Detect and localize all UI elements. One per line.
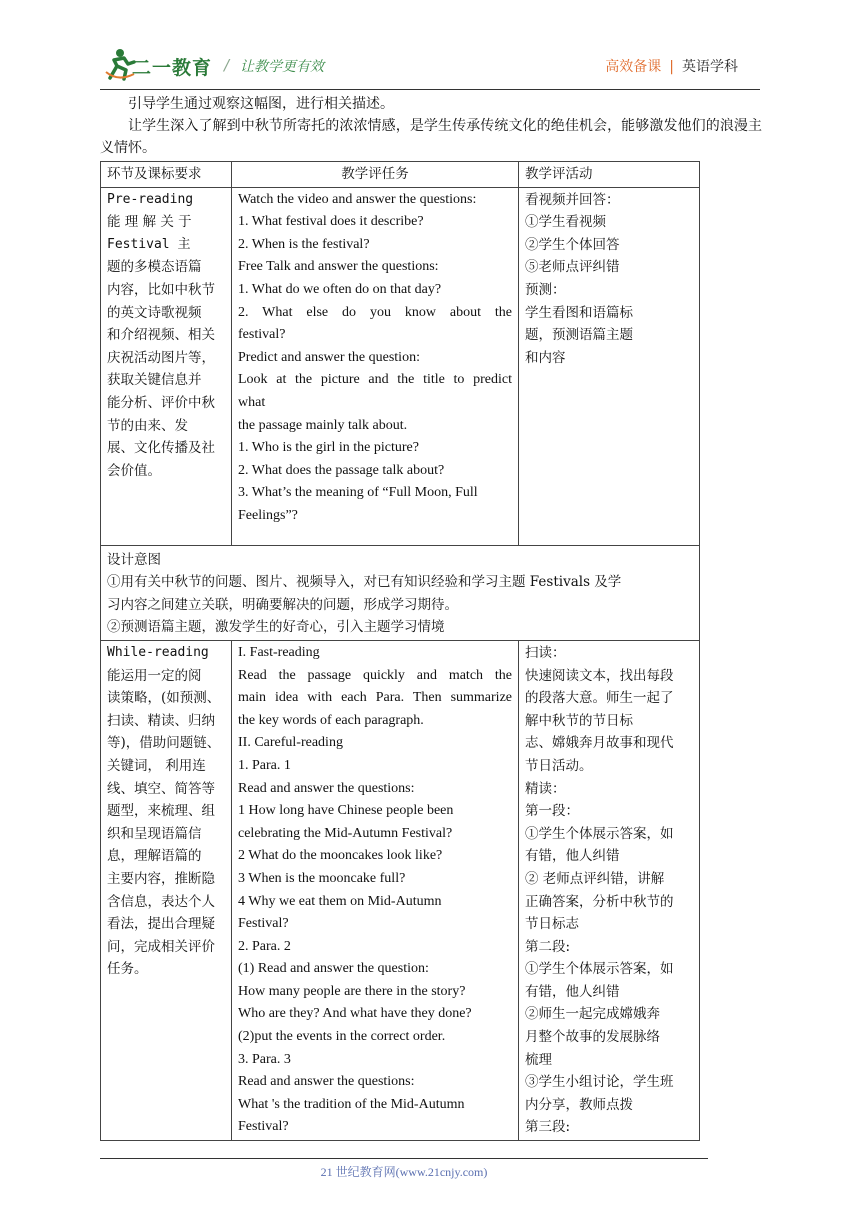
standard-line: 线、填空、简答等 (107, 780, 215, 797)
pre-task-cell (232, 187, 519, 545)
activity-line: ①学生个体展示答案，如 (525, 825, 674, 842)
standard-line: 题的多模态语篇 (107, 259, 202, 276)
activity-line: 月整个故事的发展脉络 (525, 1029, 660, 1046)
activity-line: ②学生个体回答 (525, 236, 620, 253)
activity-line: 看视频并回答： (525, 191, 620, 208)
standard-line: 庆祝活动图片等， (107, 349, 215, 366)
standard-line: 节的由来、发 (107, 417, 188, 434)
activity-line: 节日活动。 (525, 757, 593, 774)
design-line: ①用有关中秋节的问题、图片、视频导入，对已有知识经验和学习主题 Festivals 及学 (107, 574, 622, 591)
task-line: 3. What’s the meaning of “Full Moon, Full (238, 485, 478, 501)
task-line: 2. When is the festival? (238, 236, 370, 252)
slogan-separator: / (224, 56, 230, 74)
activity-line: 的段落大意。师生一起了 (525, 690, 674, 707)
task-line: 2. Para. 2 (238, 938, 291, 954)
page-header (100, 44, 760, 90)
task-line: 1 How long have Chinese people been (238, 803, 454, 819)
standard-line: 能分析、评价中秋 (107, 394, 215, 411)
design-intent-cell (101, 545, 700, 640)
activity-line: 正确答案，分析中秋节的 (525, 893, 674, 910)
task-line: 3. Para. 3 (238, 1051, 291, 1067)
task-line: 2 What do the mooncakes look like? (238, 848, 443, 864)
activity-line: 学生看图和语篇标 (525, 304, 633, 321)
standard-line: 问，完成相关评价 (107, 938, 215, 955)
task-line: 1. What festival does it describe? (238, 214, 424, 230)
while-standard-cell (101, 640, 232, 1140)
standard-line: 的英文诗歌视频 (107, 304, 202, 321)
task-line: Festival? (238, 916, 289, 932)
standard-line: 会价值。 (107, 462, 161, 479)
header-cell: 环节及课标要求 (101, 162, 232, 188)
design-title: 设计意图 (107, 551, 161, 568)
slogan: 让教学更有效 (240, 59, 324, 75)
task-line: 4 Why we eat them on Mid-Autumn (238, 893, 442, 909)
task-line: Festival? (238, 1119, 289, 1135)
standard-line: 主要内容，推断隐 (107, 870, 215, 887)
task-line: celebrating the Mid-Autumn Festival? (238, 825, 453, 841)
intro-paragraph: 引导学生通过观察这幅图，进行相关描述。 (128, 96, 394, 112)
standard-line: 能运用一定的阅 (107, 667, 202, 684)
activity-line: 扫读： (525, 644, 566, 661)
task-line: what (238, 394, 266, 410)
while-task-cell (232, 640, 519, 1140)
activity-line: 有错，他人纠错 (525, 983, 620, 1000)
task-line: the passage mainly talk about. (238, 417, 408, 433)
logo-text: 二一教育 (132, 57, 213, 79)
activity-line: 节日标志 (525, 916, 579, 933)
while-reading-row (101, 640, 700, 1140)
stage-label: Pre-reading (107, 191, 194, 207)
standard-line: 息，理解语篇的 (107, 848, 202, 865)
activity-line: ③学生小组讨论，学生班 (525, 1074, 674, 1091)
standard-line: 扫读、精读、归纳 (107, 712, 215, 729)
standard-line: 看法，提出合理疑 (107, 916, 215, 933)
task-line: Feelings”? (238, 507, 298, 523)
activity-line: 预测： (525, 281, 566, 298)
task-line: main idea with each Para. Then summarize (238, 690, 512, 706)
footer-link[interactable]: 21 世纪教育网(www.21cnjy.com) (320, 1165, 488, 1179)
task-line: Read and answer the questions: (238, 1074, 415, 1090)
standard-line: 关键词， 利用连 (107, 757, 206, 774)
task-line: Watch the video and answer the questions: (238, 191, 477, 207)
stage-label: While-reading (107, 644, 209, 660)
task-line: 1. What do we often do on that day? (238, 281, 442, 297)
lesson-table (100, 161, 700, 1141)
standard-line: 获取关键信息并 (107, 372, 202, 389)
standard-line: 内容，比如中秋节 (107, 281, 215, 298)
activity-line: 和内容 (525, 349, 566, 366)
header-label-subject: 英语学科 (682, 59, 738, 75)
task-line: 3 When is the mooncake full? (238, 870, 406, 886)
design-line: ②预测语篇主题，激发学生的好奇心，引入主题学习情境 (107, 619, 445, 636)
table-header-row (101, 162, 700, 188)
standard-line: 展、文化传播及社 (107, 440, 215, 457)
task-line: (1) Read and answer the question: (238, 961, 429, 977)
intro-text (100, 93, 762, 159)
task-line: 1. Para. 1 (238, 757, 291, 773)
activity-line: 内分享，教师点拨 (525, 1096, 633, 1113)
footer-divider (100, 1158, 708, 1159)
activity-line: 第二段: (525, 938, 571, 955)
header-cell: 教学评活动 (519, 162, 700, 188)
activity-line: 快速阅读文本，找出每段 (525, 667, 674, 684)
task-line: the key words of each paragraph. (238, 712, 424, 728)
design-line: 习内容之间建立关联，明确要解决的问题，形成学习期待。 (107, 596, 458, 613)
activity-line: 有错，他人纠错 (525, 848, 620, 865)
task-line: I. Fast-reading (238, 644, 320, 660)
standard-line: 和介绍视频、相关 (107, 327, 215, 344)
activity-line: ②师生一起完成嫦娥奔 (525, 1006, 660, 1023)
task-line: 2. What does the passage talk about? (238, 462, 445, 478)
task-line: 2. What else do you know about the (238, 304, 512, 320)
task-line: Predict and answer the question: (238, 349, 420, 365)
task-line: Read and answer the questions: (238, 780, 415, 796)
standard-line: 读策略，(如预测、 (107, 690, 221, 707)
task-line: How many people are there in the story? (238, 983, 466, 999)
task-line: festival? (238, 327, 286, 343)
standard-line: 能 理 解 关 于 (107, 214, 192, 231)
standard-line: 织和呈现语篇信 (107, 825, 202, 842)
standard-line: Festival 主 (107, 236, 191, 252)
task-line: Look at the picture and the title to predict (238, 372, 512, 388)
while-activity-cell (519, 640, 700, 1140)
activity-line: 精读： (525, 780, 566, 797)
activity-line: 解中秋节的节日标 (525, 712, 633, 729)
standard-line: 含信息，表达个人 (107, 893, 215, 910)
activity-line: ①学生看视频 (525, 214, 606, 231)
pre-standard-cell (101, 187, 232, 545)
design-intent-row (101, 545, 700, 640)
pre-reading-row (101, 187, 700, 545)
activity-line: ⑤老师点评纠错 (525, 259, 620, 276)
activity-line: 第三段: (525, 1119, 571, 1136)
activity-line: 梳理 (525, 1051, 552, 1068)
activity-line: 题，预测语篇主题 (525, 327, 633, 344)
task-line: Who are they? And what have they done? (238, 1006, 472, 1022)
task-line: 1. Who is the girl in the picture? (238, 440, 419, 456)
task-line: Free Talk and answer the questions: (238, 259, 439, 275)
task-line: Read the passage quickly and match the (238, 667, 512, 683)
intro-paragraph: 让学生深入了解到中秋节所寄托的浓浓情感，是学生传承传统文化的绝佳机会，能够激发他们的浪漫主义情怀。 (100, 118, 762, 156)
standard-line: 题型，来梳理、组 (107, 803, 215, 820)
activity-line: 志、嫦娥奔月故事和现代 (525, 735, 674, 752)
task-line: What 's the tradition of the Mid-Autumn (238, 1096, 465, 1112)
standard-line: 等)，借助问题链、 (107, 735, 221, 752)
activity-line: ② 老师点评纠错，讲解 (525, 870, 665, 887)
header-right (605, 56, 738, 76)
header-separator: | (669, 59, 674, 75)
pre-activity-cell (519, 187, 700, 545)
header-cell: 教学评任务 (232, 162, 519, 188)
task-line: (2)put the events in the correct order. (238, 1029, 446, 1045)
header-divider (100, 89, 760, 90)
standard-line: 任务。 (107, 961, 148, 978)
header-label-course: 高效备课 (605, 59, 662, 75)
activity-line: 第一段： (525, 803, 579, 820)
task-line: II. Careful-reading (238, 735, 343, 751)
activity-line: ①学生个体展示答案，如 (525, 961, 674, 978)
